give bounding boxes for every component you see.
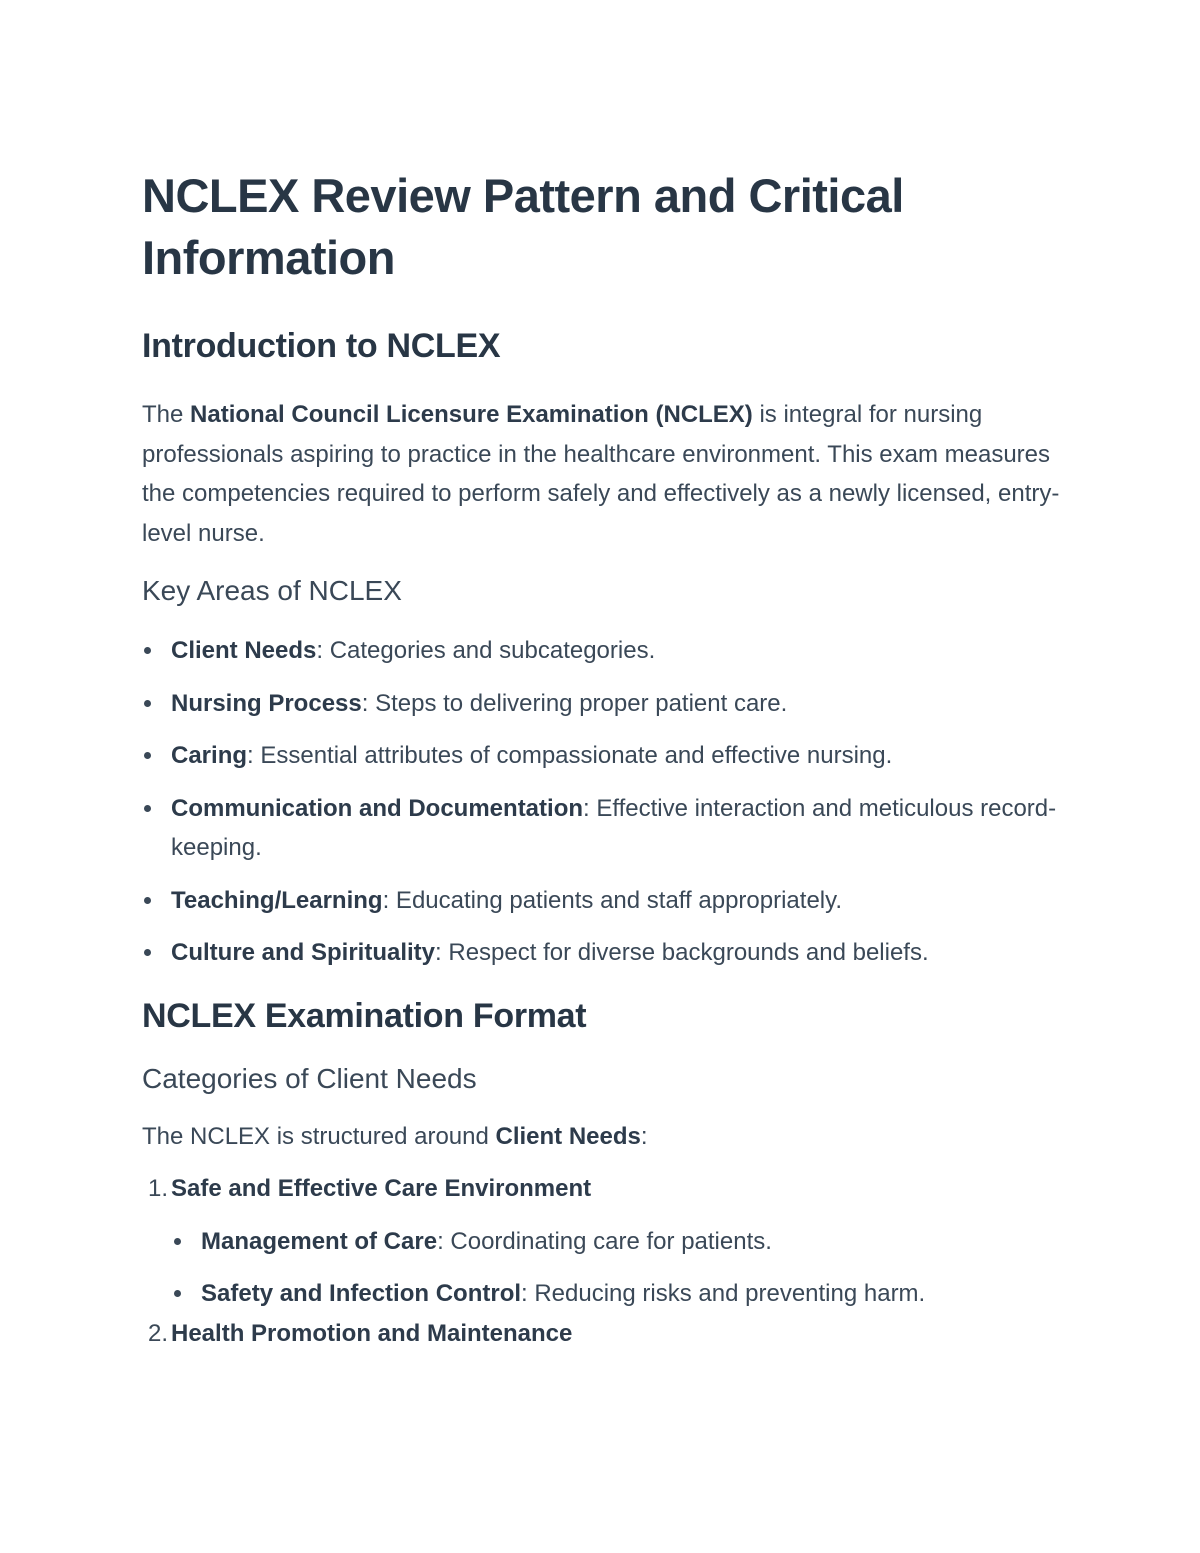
list-item — [171, 1222, 1062, 1262]
section-heading-introduction: Introduction to NCLEX — [142, 327, 501, 365]
bullet-icon — [144, 805, 151, 812]
format-paragraph — [142, 1117, 1062, 1157]
list-item-number: 2. — [147, 1319, 168, 1347]
client-needs-categories-list — [142, 1169, 1062, 1353]
bullet-icon — [144, 700, 151, 707]
list-item-title: Health Promotion and Maintenance — [171, 1319, 573, 1347]
bullet-icon — [174, 1290, 181, 1297]
bullet-icon — [144, 752, 151, 759]
list-item-term: Caring — [171, 742, 248, 769]
format-paragraph-bold: Client Needs — [495, 1122, 641, 1150]
list-item-number: 1. — [147, 1175, 168, 1202]
section-heading-format: NCLEX Examination Format — [142, 996, 587, 1035]
list-item — [171, 1274, 1062, 1314]
list-item-term: Management of Care — [201, 1227, 438, 1255]
list-item — [142, 736, 1062, 776]
list-item — [142, 1314, 1062, 1354]
list-item-desc: : Educating patients and staff appropriately. — [382, 886, 843, 914]
document-title: NCLEX Review Pattern and Critical Information — [142, 169, 904, 284]
list-item — [142, 789, 1062, 868]
list-item-desc: : Respect for diverse backgrounds and beliefs. — [435, 939, 929, 966]
list-item-desc: : Effective interaction and meticulous record-keeping. — [171, 794, 1057, 861]
list-item — [142, 933, 1062, 973]
bullet-icon — [144, 897, 151, 904]
intro-paragraph-bold: National Council Licensure Examination (NCLEX) — [190, 401, 753, 428]
list-item — [142, 631, 1062, 671]
list-item-term: Nursing Process — [171, 689, 362, 717]
key-areas-list — [142, 631, 1062, 973]
list-item — [142, 684, 1062, 724]
list-item-desc: : Coordinating care for patients. — [437, 1227, 772, 1255]
format-paragraph-lead: The NCLEX is structured around — [142, 1122, 496, 1150]
bullet-icon — [144, 949, 151, 956]
list-item-term: Client Needs — [171, 637, 317, 664]
bullet-icon — [144, 647, 151, 654]
list-item-term: Safety and Infection Control — [201, 1280, 522, 1307]
intro-paragraph-rest: is integral for nursing professionals aspiring to practice in the healthcare environment. This exam measures the competencies required to perform safely and effectively as a newly licensed, entry-level nurse. — [142, 401, 1060, 547]
subsection-heading-key-areas: Key Areas of NCLEX — [142, 575, 402, 606]
list-item-desc: : Essential attributes of compassionate and effective nursing. — [247, 742, 893, 769]
document-page — [142, 165, 1062, 1366]
list-item — [142, 881, 1062, 921]
list-item-desc: : Steps to delivering proper patient care. — [361, 689, 788, 717]
list-item-term: Culture and Spirituality — [171, 939, 436, 966]
sub-list — [171, 1222, 1062, 1314]
list-item — [142, 1169, 1062, 1314]
list-item-term: Communication and Documentation — [171, 794, 584, 822]
subsection-heading-client-needs: Categories of Client Needs — [142, 1062, 477, 1094]
list-item-title: Safe and Effective Care Environment — [171, 1175, 592, 1202]
intro-paragraph-lead: The — [142, 401, 191, 428]
list-item-desc: : Reducing risks and preventing harm. — [521, 1280, 926, 1307]
format-paragraph-rest: : — [640, 1122, 648, 1150]
bullet-icon — [174, 1238, 181, 1245]
list-item-term: Teaching/Learning — [171, 886, 383, 914]
list-item-desc: : Categories and subcategories. — [316, 637, 656, 664]
intro-paragraph — [142, 395, 1062, 553]
